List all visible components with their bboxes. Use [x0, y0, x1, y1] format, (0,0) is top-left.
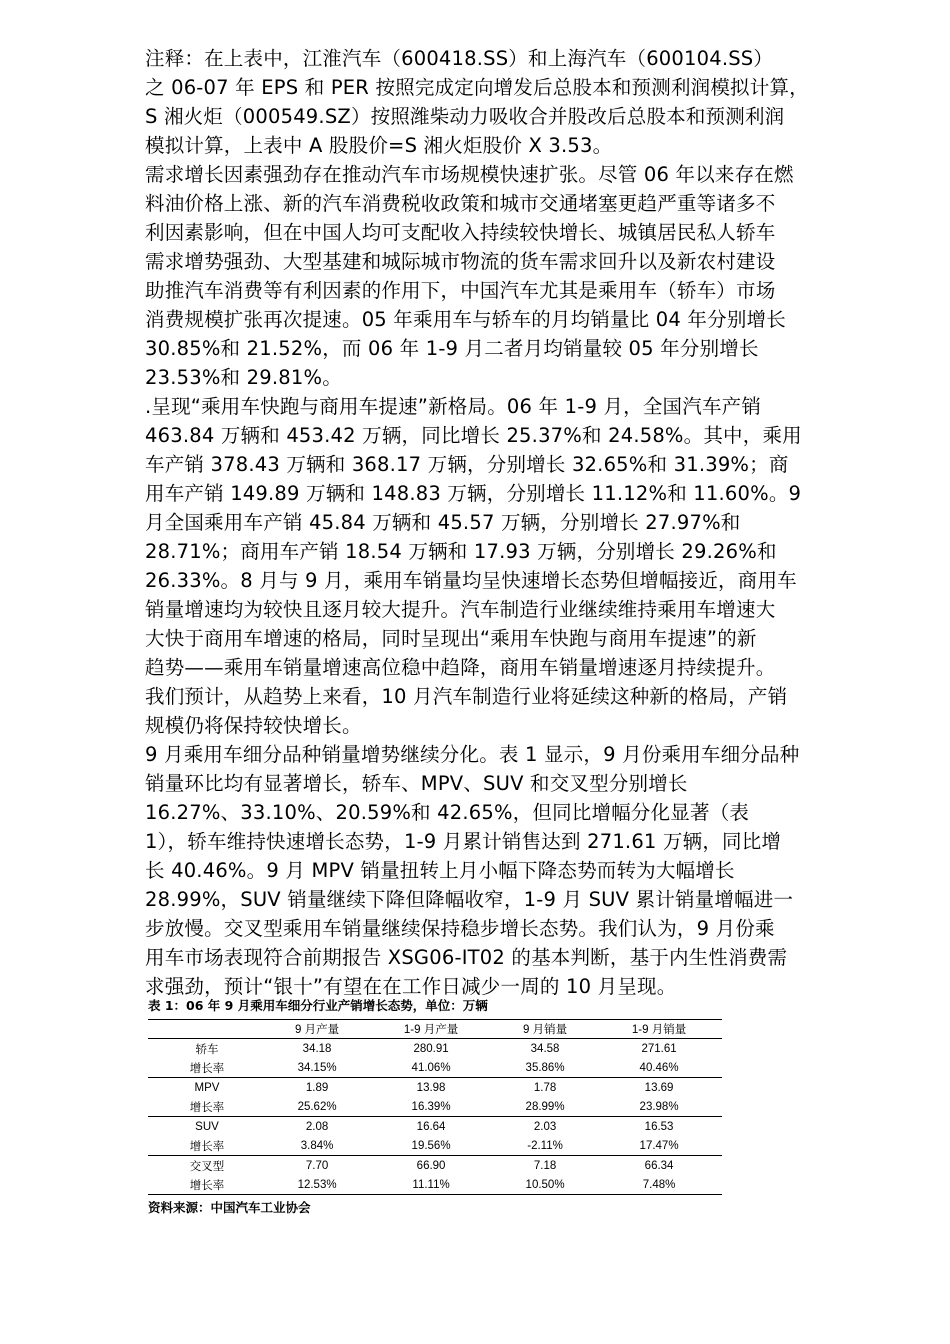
segment-sales-paragraph: 9 月乘用车细分品种销量增势继续分化。表 1 显示，9 月份乘用车细分品种 销量环比均有显著增长，轿车、MPV、SUV 和交叉型分别增长 16.27%、33.10%、20.59%和 42.65%，但同比增幅分化显著（表 1），轿车维持快速增长态势，1-9 月累计销售达到 271.61 万辆，同比增 长 40.46%。9 月 MPV 销量扭转上月小幅下降态势而转为大幅增长 28.99%，SUV 销量继续下降但降幅收窄，1-9 月 SUV 累计销量增幅进一 步放慢。交叉型乘用车销量继续保持稳步增长态势。我们认为，9 月份乘 用车市场表现符合前期报告 XSG06-IT02 的基本判断，基于内生性消费需 求强劲，预计“银十”有望在在工作日减少一周的 10 月呈现。: [145, 743, 800, 998]
row-label: 增长率: [189, 1101, 225, 1114]
table-cell: -2.11%: [527, 1139, 563, 1152]
table-cell: 7.18: [533, 1159, 557, 1172]
table-cell: 28.99%: [525, 1100, 565, 1113]
table-cell: 34.15%: [297, 1061, 337, 1074]
table-row: [148, 1058, 722, 1078]
header-cell: 9 月产量: [295, 1024, 340, 1036]
table-cell: 10.50%: [525, 1178, 565, 1191]
table-cell: 1.89: [305, 1081, 329, 1094]
row-label: 轿车: [195, 1043, 219, 1056]
table-cell: 12.53%: [297, 1178, 337, 1191]
sales-table-block: [148, 997, 724, 1217]
table-cell: 25.62%: [297, 1100, 337, 1113]
row-label: 增长率: [189, 1179, 225, 1192]
table-cell: 2.08: [305, 1120, 329, 1133]
row-label: 增长率: [189, 1140, 225, 1153]
table-cell: 19.56%: [411, 1139, 451, 1152]
table-cell: 2.03: [533, 1120, 557, 1133]
table-cell: 34.18: [302, 1042, 332, 1055]
row-label: MPV: [194, 1081, 220, 1094]
row-label: 增长率: [189, 1062, 225, 1075]
row-label: 交叉型: [189, 1160, 225, 1173]
table-cell: 40.46%: [639, 1061, 679, 1074]
header-cell: 1-9 月销量: [631, 1024, 687, 1036]
table-cell: 16.39%: [411, 1100, 451, 1113]
table-cell: 13.98: [416, 1081, 446, 1094]
demand-growth-paragraph: 需求增长因素强劲存在推动汽车市场规模快速扩张。尽管 06 年以来存在燃 料油价格上涨、新的汽车消费税收政策和城市交通堵塞更趋严重等诸多不 利因素影响，但在中国人均可支配收入持续较快增长、城镇居民私人轿车 需求增势强劲、大型基建和城际城市物流的货车需求回升以及新农村建设 助推汽车消费等有利因素的作用下，中国汽车尤其是乘用车（轿车）市场 消费规模扩张再次提速。05 年乘用车与轿车的月均销量比 04 年分别增长 30.85%和 21.52%，而 06 年 1-9 月二者月均销量较 05 年分别增长 23.53%和 29.81%。: [145, 163, 794, 389]
table-row: [148, 1078, 722, 1098]
note-paragraph: 注释：在上表中，江淮汽车（600418.SS）和上海汽车（600104.SS） 之 06-07 年 EPS 和 PER 按照完成定向增发后总股本和预测利润模拟计算， S 湘火炬（000549.SZ）按照潍柴动力吸收合并股改后总股本和预测利润 模拟计算，上表中 A 股股价=S 湘火炬股价 X 3.53。: [145, 47, 809, 157]
table-cell: 16.53: [644, 1120, 674, 1133]
table-row: [148, 1156, 722, 1176]
header-cell: [148, 1020, 266, 1039]
new-pattern-paragraph: .呈现“乘用车快跑与商用车提速”新格局。06 年 1-9 月，全国汽车产销 463.84 万辆和 453.42 万辆，同比增长 25.37%和 24.58%。其中，乘用 车产销 378.43 万辆和 368.17 万辆，分别增长 32.65%和 31.39%；商 用车产销 149.89 万辆和 148.83 万辆，分别增长 11.12%和 11.60%。9 月全国乘用车产销 45.84 万辆和 45.57 万辆，分别增长 27.97%和 28.71%；商用车产销 18.54 万辆和 17.93 万辆，分别增长 29.26%和 26.33%。8 月与 9 月，乘用车销量均呈快速增长态势但增幅接近，商用车 销量增速均为较快且逐月较大提升。汽车制造行业继续维持乘用车增速大 大快于商用车增速的格局，同时呈现出“乘用车快跑与商用车提速”的新 趋势——乘用车销量增速高位稳中趋降，商用车销量增速逐月持续提升。 我们预计，从趋势上来看，10 月汽车制造行业将延续这种新的格局，产销 规模仍将保持较快增长。: [145, 395, 802, 737]
table-cell: 35.86%: [525, 1061, 565, 1074]
header-cell: 9 月销量: [523, 1024, 568, 1036]
sales-table: [148, 1019, 722, 1195]
table-row: [148, 1039, 722, 1059]
document-body: [145, 44, 885, 1001]
table-cell: 41.06%: [411, 1061, 451, 1074]
table-cell: 17.47%: [639, 1139, 679, 1152]
table-cell: 16.64: [416, 1120, 446, 1133]
table-cell: 13.69: [644, 1081, 674, 1094]
table-row: [148, 1136, 722, 1156]
table-row: [148, 1097, 722, 1117]
table-source: 资料来源：中国汽车工业协会: [148, 1200, 311, 1215]
table-cell: 3.84%: [300, 1139, 334, 1152]
table-cell: 1.78: [533, 1081, 557, 1094]
table-cell: 23.98%: [639, 1100, 679, 1113]
table-cell: 280.91: [413, 1042, 449, 1055]
table-cell: 66.90: [416, 1159, 446, 1172]
header-cell: 1-9 月产量: [403, 1024, 459, 1036]
table-title: 表 1：06 年 9 月乘用车细分行业产销增长态势，单位：万辆: [148, 998, 488, 1013]
table-cell: 7.70: [305, 1159, 329, 1172]
table-header-row: [148, 1020, 722, 1039]
table-cell: 66.34: [644, 1159, 674, 1172]
table-row: [148, 1117, 722, 1137]
table-row: [148, 1175, 722, 1195]
row-label: SUV: [195, 1120, 219, 1133]
table-cell: 34.58: [530, 1042, 560, 1055]
table-cell: 11.11%: [412, 1178, 450, 1191]
table-cell: 7.48%: [642, 1178, 676, 1191]
table-cell: 271.61: [641, 1042, 677, 1055]
